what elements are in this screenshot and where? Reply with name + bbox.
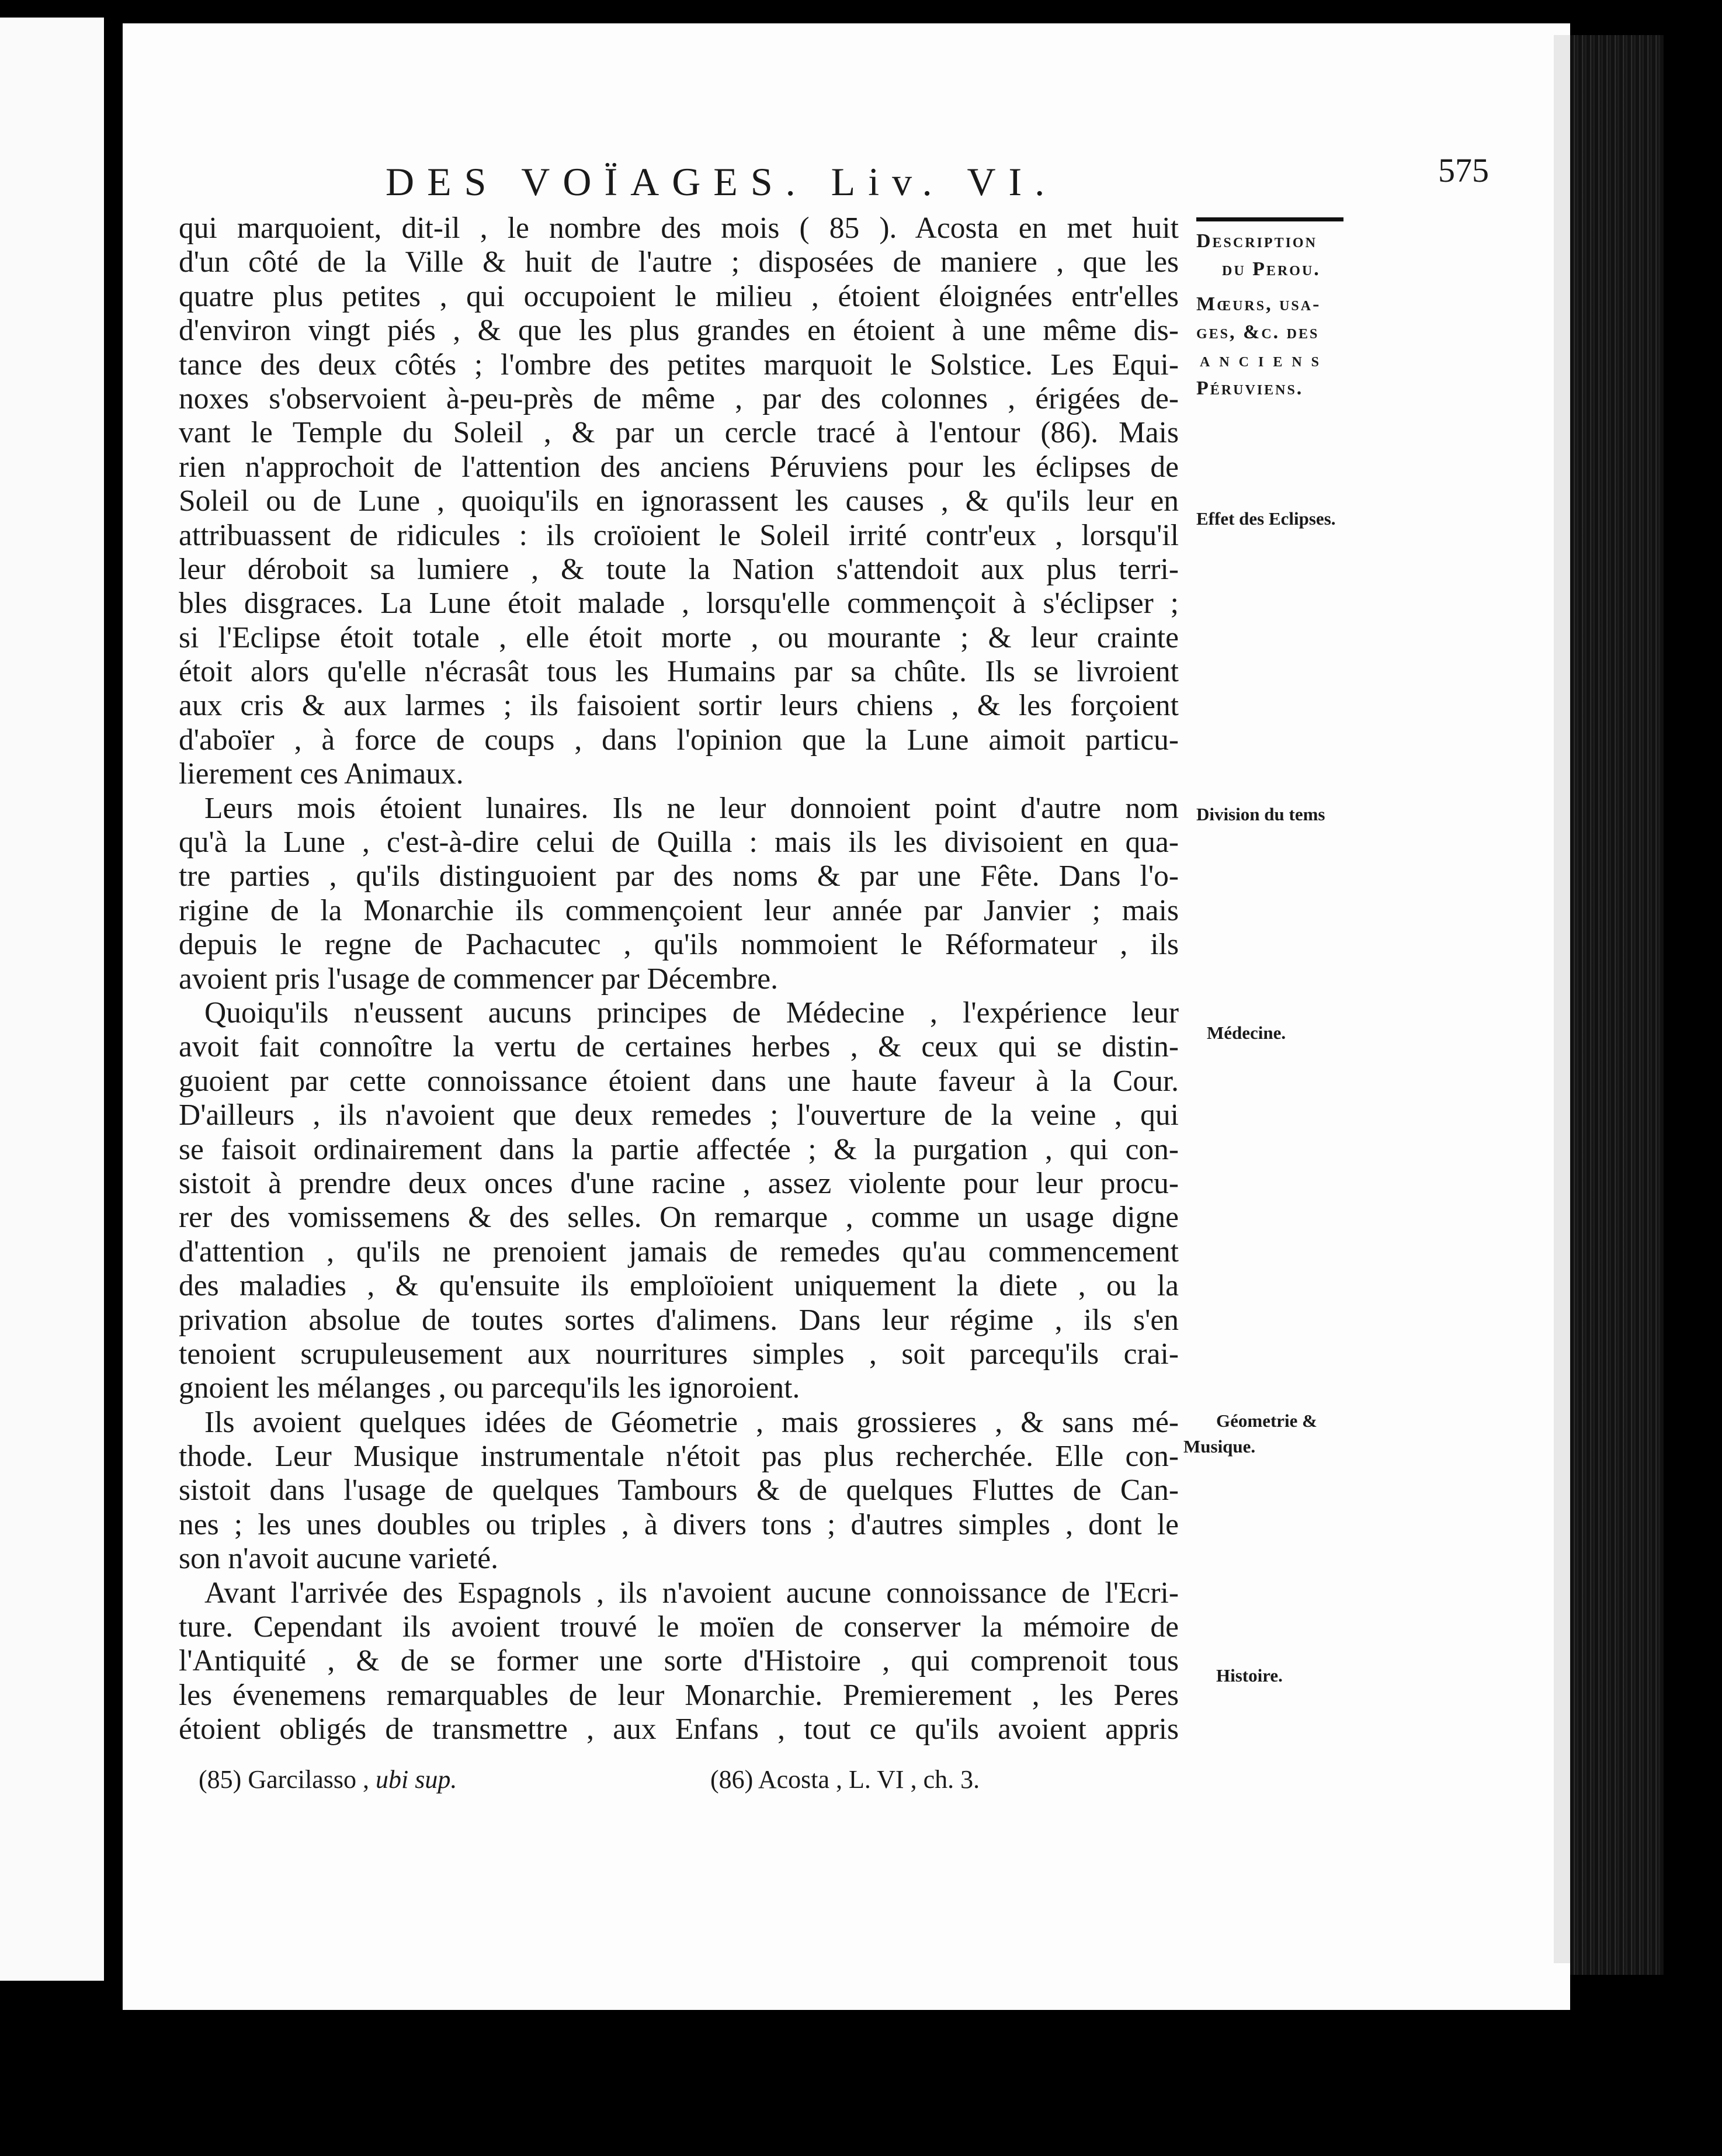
text-line: guoient par cette connoissance étoient dans une haute faveur à la Cour. <box>179 1064 1179 1098</box>
text-line: depuis le regne de Pachacutec , qu'ils nommoient le Réformateur , ils <box>179 928 1179 962</box>
text-line: les évenemens remarquables de leur Monarchie. Premierement , les Peres <box>179 1678 1179 1712</box>
text-line: sistoit à prendre deux onces d'une racine , assez violente pour leur procu- <box>179 1166 1179 1200</box>
text-line: Soleil ou de Lune , quoiqu'ils en ignorassent les causes , & qu'ils leur en <box>179 484 1179 518</box>
page-gutter-shadow <box>1554 35 1571 1963</box>
text-line: vant le Temple du Soleil , & par un cercle tracé à l'entour (86). Mais <box>179 416 1179 450</box>
text-line: d'attention , qu'ils ne prenoient jamais de remedes qu'au commencement <box>179 1235 1179 1268</box>
footnote-reference: ubi sup. <box>376 1765 457 1794</box>
sidenote-division-du-tems: Division du tems <box>1196 804 1325 824</box>
book-page-edges <box>1570 35 1664 1975</box>
text-line: Ils avoient quelques idées de Géometrie , mais grossieres , & sans mé- <box>204 1405 1179 1439</box>
text-line: privation absolue de toutes sortes d'alimens. Dans leur régime , ils s'en <box>179 1303 1179 1337</box>
previous-page-edge <box>0 18 104 1981</box>
text-line: lierement ces Animaux. <box>179 757 464 791</box>
sidenote-histoire: Histoire. <box>1216 1665 1283 1686</box>
text-line: aux cris & aux larmes ; ils faisoient sortir leurs chiens , & les forçoient <box>179 689 1179 723</box>
text-line: D'ailleurs , ils n'avoient que deux remedes ; l'ouverture de la veine , qui <box>179 1098 1179 1132</box>
text-line: quatre plus petites , qui occupoient le milieu , étoient éloignées entr'elles <box>179 279 1179 313</box>
text-line: d'un côté de la Ville & huit de l'autre ; disposées de maniere , que les <box>179 245 1179 279</box>
sidenote-line: anciens <box>1200 349 1329 371</box>
sidenote-rule <box>1196 217 1343 221</box>
text-line: rien n'approchoit de l'attention des anciens Péruviens pour les éclipses de <box>179 450 1179 484</box>
text-line: thode. Leur Musique instrumentale n'étoit pas plus recherchée. Elle con- <box>179 1440 1179 1474</box>
text-line: avoient pris l'usage de commencer par Décembre. <box>179 962 778 996</box>
text-line: attribuassent de ridicules : ils croïoient le Soleil irrité contr'eux , lorsqu'il <box>179 518 1179 552</box>
text-line: étoient obligés de transmettre , aux Enfans , tout ce qu'ils avoient appris <box>179 1713 1179 1746</box>
text-line: ture. Cependant ils avoient trouvé le moïen de conserver la mémoire de <box>179 1610 1179 1644</box>
text-line: son n'avoit aucune varieté. <box>179 1542 498 1576</box>
text-line: qu'à la Lune , c'est-à-dire celui de Quilla : mais ils les divisoient en qua- <box>179 826 1179 859</box>
text-line: rer des vomissemens & des selles. On remarque , comme un usage digne <box>179 1201 1179 1235</box>
text-line: avoit fait connoître la vertu de certaines herbes , & ceux qui se distin- <box>179 1030 1179 1064</box>
text-line: leur déroboit sa lumiere , & toute la Nation s'attendoit aux plus terri- <box>179 552 1179 586</box>
text-line: nes ; les unes doubles ou triples , à divers tons ; d'autres simples , dont le <box>179 1507 1179 1541</box>
sidenote-description <box>1196 217 1354 403</box>
text-line: tenoient scrupuleusement aux nourritures simples , soit parcequ'ils crai- <box>179 1337 1179 1371</box>
text-line: gnoient les mélanges , ou parcequ'ils les ignoroient. <box>179 1371 800 1405</box>
sidenote-musique: Musique. <box>1183 1436 1256 1457</box>
text-line: rigine de la Monarchie ils commençoient leur année par Janvier ; mais <box>179 893 1179 927</box>
text-line: étoit alors qu'elle n'écrasât tous les Humains par sa chûte. Ils se livroient <box>179 655 1179 689</box>
page-number: 575 <box>1438 151 1489 189</box>
footnote-author: Garcilasso , <box>248 1765 370 1794</box>
text-line: tance des deux côtés ; l'ombre des petites marquoit le Solstice. Les Equi- <box>179 348 1179 382</box>
sidenote-line: Description <box>1196 230 1317 252</box>
sidenote-line: du Perou. <box>1222 258 1321 280</box>
text-line: tre parties , qu'ils distinguoient par des noms & par une Fête. Dans l'o- <box>179 859 1179 893</box>
body-text <box>179 212 1179 1747</box>
footnote-marker: (85) <box>199 1765 242 1794</box>
text-line: des maladies , & qu'ensuite ils emploïoient uniquement la diete , ou la <box>179 1269 1179 1303</box>
text-line: l'Antiquité , & de se former une sorte d'Histoire , qui comprenoit tous <box>179 1644 1179 1678</box>
text-line: Leurs mois étoient lunaires. Ils ne leur donnoient point d'autre nom <box>204 791 1179 825</box>
sidenote-line: Mœurs, usa- <box>1196 293 1321 315</box>
text-line: d'aboïer , à force de coups , dans l'opinion que la Lune aimoit particu- <box>179 723 1179 757</box>
footnote-86: (86) Acosta , L. VI , ch. 3. <box>710 1765 980 1794</box>
text-line: si l'Eclipse étoit totale , elle étoit morte , ou mourante ; & leur crainte <box>179 621 1179 654</box>
text-line: noxes s'observoient à-peu-près de même , par des colonnes , érigées de- <box>179 382 1179 415</box>
sidenote-medecine: Médecine. <box>1207 1022 1286 1043</box>
sidenote-geometrie: Géometrie & <box>1216 1410 1317 1431</box>
text-line: d'environ vingt piés , & que les plus grandes en étoient à une même dis- <box>179 314 1179 348</box>
running-head: DES VOÏAGES. Liv. VI. <box>386 160 1058 204</box>
sidenote-eclipses: Effet des Eclipses. <box>1196 508 1336 529</box>
sidenote-line: Péruviens. <box>1196 377 1304 399</box>
text-line: sistoit dans l'usage de quelques Tambours & de quelques Fluttes de Can- <box>179 1474 1179 1507</box>
text-line: qui marquoient, dit-il , le nombre des mois ( 85 ). Acosta en met huit <box>179 212 1179 245</box>
text-line: se faisoit ordinairement dans la partie affectée ; & la purgation , qui con- <box>179 1132 1179 1166</box>
text-line: Avant l'arrivée des Espagnols , ils n'avoient aucune connoissance de l'Ecri- <box>204 1576 1179 1610</box>
footnote-85 <box>199 1765 457 1794</box>
sidenote-line: ges, &c. des <box>1196 321 1320 343</box>
text-line: bles disgraces. La Lune étoit malade , lorsqu'elle commençoit à s'éclipser ; <box>179 587 1179 621</box>
text-line: Quoiqu'ils n'eussent aucuns principes de Médecine , l'expérience leur <box>204 996 1179 1030</box>
